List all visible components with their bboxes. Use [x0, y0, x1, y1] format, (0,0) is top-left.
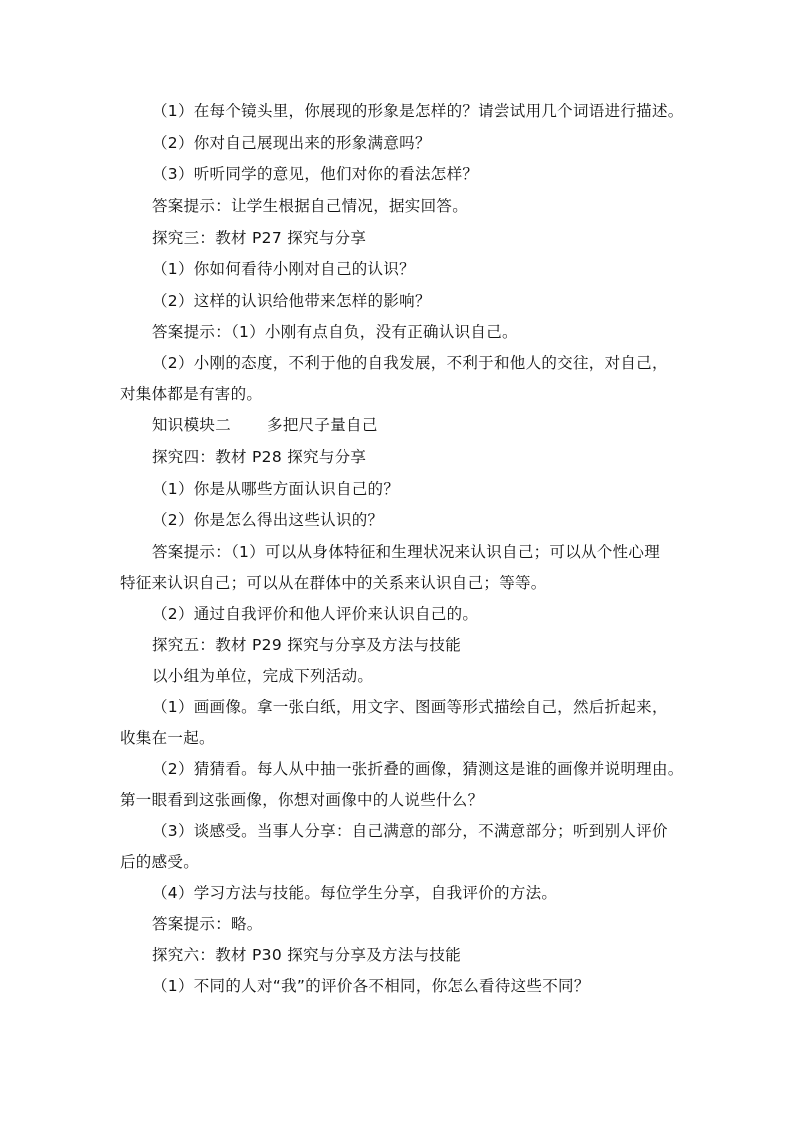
text-line: （1）你如何看待小刚对自己的认识？ [152, 260, 415, 278]
text-line: （2）通过自我评价和他人评价来认识自己的。 [152, 605, 479, 623]
text-line: （3）听听同学的意见，他们对你的看法怎样？ [152, 165, 479, 183]
text-line: 第一眼看到这张画像，你想对画像中的人说些什么？ [120, 791, 484, 809]
text-line: 对集体都是有害的。 [120, 385, 263, 403]
text-line: 答案提示：（1）小刚有点自负，没有正确认识自己。 [152, 323, 518, 341]
text-line: 以小组为单位，完成下列活动。 [152, 667, 374, 685]
text-line: （2）小刚的态度，不利于他的自我发展，不利于和他人的交往，对自己， [152, 354, 668, 372]
section-heading: 探究三：教材 P27 探究与分享 [152, 229, 367, 247]
section-heading: 探究六：教材 P30 探究与分享及方法与技能 [152, 946, 462, 964]
text-line: （1）你是从哪些方面认识自己的？ [152, 480, 400, 498]
text-line: 答案提示：略。 [152, 915, 263, 933]
text-line: （2）这样的认识给他带来怎样的影响？ [152, 292, 431, 310]
module-heading [152, 415, 378, 435]
section-heading: 探究五：教材 P29 探究与分享及方法与技能 [152, 636, 462, 654]
text-line: （4）学习方法与技能。每位学生分享，自我评价的方法。 [152, 884, 558, 902]
text-line: （3）谈感受。当事人分享：自己满意的部分，不满意部分；听到别人评价 [152, 822, 668, 840]
text-line: （1）不同的人对“我”的评价各不相同，你怎么看待这些不同？ [152, 977, 590, 995]
text-line: 特征来认识自己；可以从在群体中的关系来认识自己；等等。 [120, 574, 547, 592]
text-line: （1）画画像。拿一张白纸，用文字、图画等形式描绘自己，然后折起来， [152, 698, 668, 716]
module-label: 知识模块二 [152, 416, 232, 434]
text-line: 答案提示：（1）可以从身体特征和生理状况来认识自己；可以从个性心理 [152, 543, 661, 561]
text-line: （1）在每个镜头里，你展现的形象是怎样的？请尝试用几个词语进行描述。 [152, 102, 684, 120]
text-line: 后的感受。 [120, 853, 200, 871]
text-line: （2）猜猜看。每人从中抽一张折叠的画像，猜测这是谁的画像并说明理由。 [152, 760, 684, 778]
text-line: （2）你是怎么得出这些认识的？ [152, 511, 384, 529]
section-heading: 探究四：教材 P28 探究与分享 [152, 448, 367, 466]
text-line: 收集在一起。 [120, 729, 215, 747]
text-line: （2）你对自己展现出来的形象满意吗？ [152, 134, 431, 152]
module-title: 多把尺子量自己 [267, 416, 378, 434]
text-line: 答案提示：让学生根据自己情况，据实回答。 [152, 197, 469, 215]
